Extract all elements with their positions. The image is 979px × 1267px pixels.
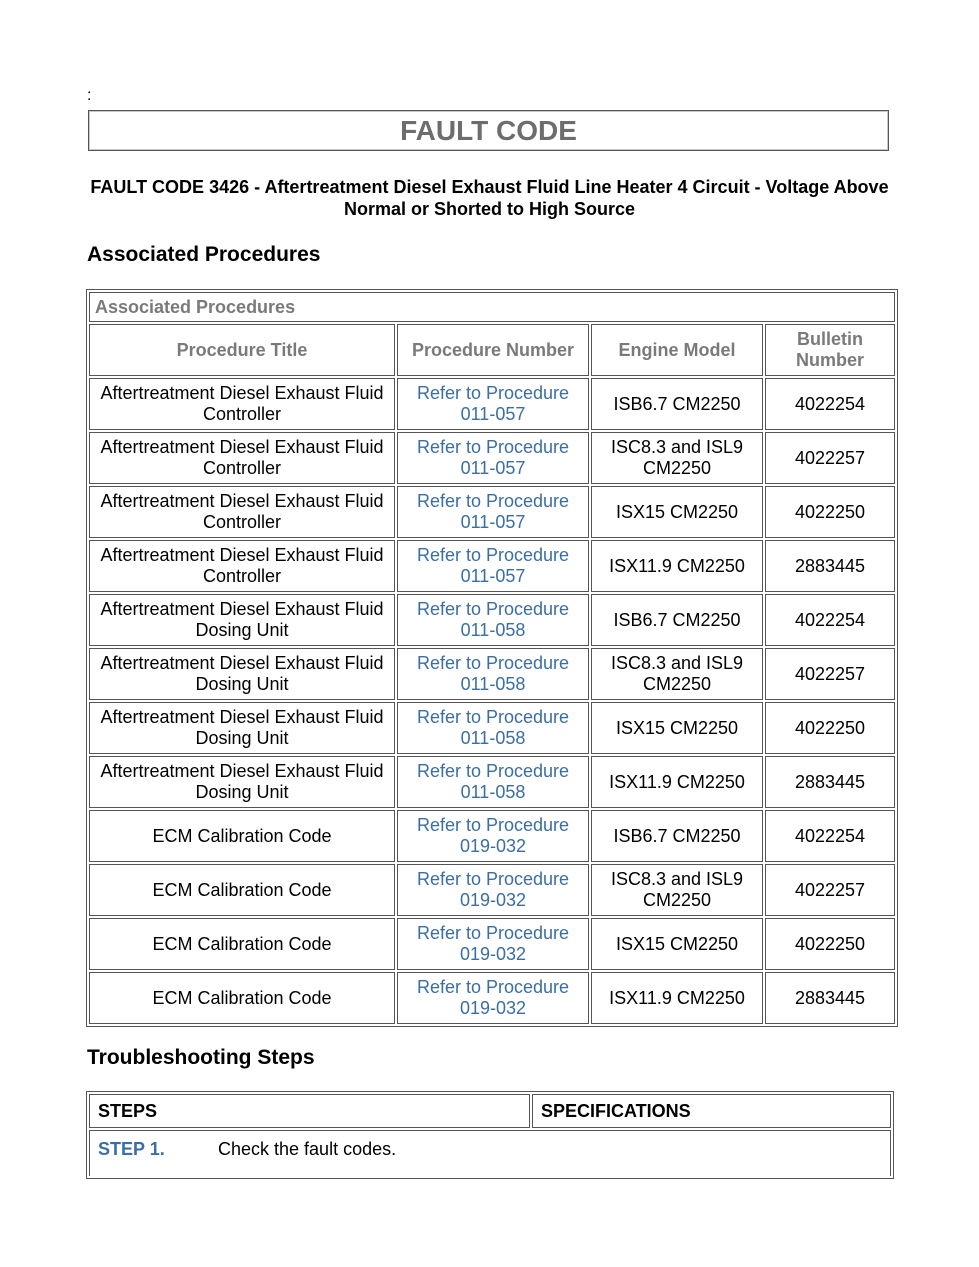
table-row — [89, 594, 895, 646]
engine-model-cell-text: ISC8.3 and ISL9 CM2250 — [610, 869, 744, 910]
procedure-number-link[interactable] — [397, 432, 589, 484]
table-caption: Associated Procedures — [89, 292, 895, 322]
procedure-number-link[interactable] — [397, 540, 589, 592]
step-1-text: Check the fault codes. — [218, 1139, 397, 1159]
procedure-title-cell-text: ECM Calibration Code — [152, 933, 332, 954]
procedure-number-link-text[interactable]: Refer to Procedure 011-057 — [416, 545, 570, 586]
procedure-title-cell — [89, 486, 395, 538]
column-header-procedure-title: Procedure Title — [89, 324, 395, 376]
bulletin-number-cell-text: 4022250 — [794, 933, 866, 954]
procedure-title-cell — [89, 810, 395, 862]
bulletin-number-cell-text: 4022257 — [794, 663, 866, 684]
bulletin-number-cell-text: 4022254 — [794, 825, 866, 846]
bulletin-number-cell-text: 4022250 — [794, 717, 866, 738]
procedure-title-cell-text: ECM Calibration Code — [152, 987, 332, 1008]
bulletin-number-cell — [765, 702, 895, 754]
procedure-title-cell — [89, 756, 395, 808]
bulletin-number-cell — [765, 432, 895, 484]
procedure-title-cell-text: Aftertreatment Diesel Exhaust Fluid Controller — [100, 383, 384, 424]
engine-model-cell — [591, 540, 763, 592]
procedure-number-link-text[interactable]: Refer to Procedure 011-057 — [416, 383, 570, 424]
engine-model-cell-text: ISX15 CM2250 — [615, 717, 739, 738]
procedure-number-link-text[interactable]: Refer to Procedure 019-032 — [416, 815, 570, 856]
fault-code-banner: FAULT CODE — [88, 110, 889, 151]
column-header-engine-model: Engine Model — [591, 324, 763, 376]
bulletin-number-cell-text: 2883445 — [794, 987, 866, 1008]
bulletin-number-cell-text: 4022254 — [794, 609, 866, 630]
procedure-title-cell — [89, 918, 395, 970]
associated-procedures-heading: Associated Procedures — [87, 243, 321, 266]
bulletin-number-cell — [765, 864, 895, 916]
table-row — [89, 918, 895, 970]
bulletin-number-cell-text: 2883445 — [794, 771, 866, 792]
table-header-row — [89, 324, 895, 376]
table-row — [89, 486, 895, 538]
procedure-title-cell — [89, 702, 395, 754]
procedure-number-link-text[interactable]: Refer to Procedure 011-058 — [416, 599, 570, 640]
column-header-steps: STEPS — [89, 1094, 530, 1128]
bulletin-number-cell-text: 4022250 — [794, 501, 866, 522]
procedure-number-link[interactable] — [397, 648, 589, 700]
engine-model-cell — [591, 594, 763, 646]
procedure-number-link-text[interactable]: Refer to Procedure 019-032 — [416, 923, 570, 964]
engine-model-cell — [591, 864, 763, 916]
procedure-number-link-text[interactable]: Refer to Procedure 011-058 — [416, 707, 570, 748]
step-row — [89, 1130, 891, 1176]
procedure-title-cell-text: Aftertreatment Diesel Exhaust Fluid Dosing Unit — [100, 653, 384, 694]
bulletin-number-cell — [765, 594, 895, 646]
procedure-title-cell-text: Aftertreatment Diesel Exhaust Fluid Controller — [100, 437, 384, 478]
associated-procedures-table — [86, 289, 898, 1027]
bulletin-number-cell — [765, 756, 895, 808]
procedure-title-cell-text: Aftertreatment Diesel Exhaust Fluid Controller — [100, 491, 384, 532]
column-header-procedure-number: Procedure Number — [397, 324, 589, 376]
bulletin-number-cell — [765, 648, 895, 700]
engine-model-cell-text: ISX11.9 CM2250 — [609, 555, 745, 576]
bulletin-number-cell — [765, 378, 895, 430]
engine-model-cell — [591, 810, 763, 862]
bulletin-number-cell-text: 4022254 — [794, 393, 866, 414]
engine-model-cell — [591, 756, 763, 808]
table-row — [89, 972, 895, 1024]
engine-model-cell-text: ISB6.7 CM2250 — [613, 609, 741, 630]
engine-model-cell — [591, 918, 763, 970]
procedure-number-link[interactable] — [397, 864, 589, 916]
bulletin-number-cell — [765, 972, 895, 1024]
bulletin-number-cell — [765, 918, 895, 970]
step-cell — [89, 1130, 891, 1176]
engine-model-cell-text: ISX11.9 CM2250 — [609, 987, 745, 1008]
table-row — [89, 864, 895, 916]
troubleshooting-steps-table — [86, 1091, 894, 1179]
step-1-link[interactable]: STEP 1. — [98, 1139, 165, 1159]
table-row — [89, 540, 895, 592]
engine-model-cell — [591, 972, 763, 1024]
procedure-title-cell — [89, 378, 395, 430]
procedure-number-link-text[interactable]: Refer to Procedure 019-032 — [416, 869, 570, 910]
procedure-number-link[interactable] — [397, 702, 589, 754]
table-row — [89, 810, 895, 862]
procedure-title-cell-text: Aftertreatment Diesel Exhaust Fluid Controller — [100, 545, 384, 586]
procedure-number-link[interactable] — [397, 918, 589, 970]
engine-model-cell — [591, 702, 763, 754]
table-row — [89, 702, 895, 754]
procedure-title-cell — [89, 432, 395, 484]
engine-model-cell-text: ISC8.3 and ISL9 CM2250 — [610, 437, 744, 478]
table-row — [89, 648, 895, 700]
procedure-number-link[interactable] — [397, 378, 589, 430]
engine-model-cell-text: ISX11.9 CM2250 — [609, 771, 745, 792]
bulletin-number-cell — [765, 486, 895, 538]
procedure-title-cell — [89, 864, 395, 916]
procedure-title-cell-text: ECM Calibration Code — [152, 825, 332, 846]
engine-model-cell — [591, 486, 763, 538]
procedure-title-cell — [89, 540, 395, 592]
column-header-specifications: SPECIFICATIONS — [532, 1094, 891, 1128]
procedure-number-link-text[interactable]: Refer to Procedure 011-058 — [416, 653, 570, 694]
procedure-title-cell-text: Aftertreatment Diesel Exhaust Fluid Dosing Unit — [100, 599, 384, 640]
fault-code-title: FAULT CODE 3426 - Aftertreatment Diesel Exhaust Fluid Line Heater 4 Circuit - Voltage Above Normal or Shorted to High Source — [90, 177, 889, 219]
engine-model-cell-text: ISX15 CM2250 — [615, 933, 739, 954]
engine-model-cell — [591, 432, 763, 484]
bulletin-number-cell — [765, 540, 895, 592]
procedure-title-cell — [89, 648, 395, 700]
steps-header-row — [89, 1094, 891, 1128]
bulletin-number-cell-text: 4022257 — [794, 879, 866, 900]
table-row — [89, 432, 895, 484]
procedure-title-cell — [89, 972, 395, 1024]
bulletin-number-cell-text: 2883445 — [794, 555, 866, 576]
procedure-title-cell-text: Aftertreatment Diesel Exhaust Fluid Dosing Unit — [100, 761, 384, 802]
procedure-number-link[interactable] — [397, 486, 589, 538]
procedure-title-cell-text: ECM Calibration Code — [152, 879, 332, 900]
table-row — [89, 378, 895, 430]
engine-model-cell-text: ISB6.7 CM2250 — [613, 393, 741, 414]
engine-model-cell — [591, 648, 763, 700]
bulletin-number-cell-text: 4022257 — [794, 447, 866, 468]
engine-model-cell-text: ISB6.7 CM2250 — [613, 825, 741, 846]
procedure-number-link-text[interactable]: Refer to Procedure 011-057 — [416, 491, 570, 532]
procedure-number-link-text[interactable]: Refer to Procedure 011-057 — [416, 437, 570, 478]
procedure-number-link-text[interactable]: Refer to Procedure 011-058 — [416, 761, 570, 802]
procedure-number-link[interactable] — [397, 810, 589, 862]
bulletin-number-cell — [765, 810, 895, 862]
procedure-number-link[interactable] — [397, 972, 589, 1024]
procedure-number-link-text[interactable]: Refer to Procedure 019-032 — [416, 977, 570, 1018]
engine-model-cell-text: ISX15 CM2250 — [615, 501, 739, 522]
procedure-number-link[interactable] — [397, 594, 589, 646]
colon-mark: : — [87, 87, 92, 104]
procedure-number-link[interactable] — [397, 756, 589, 808]
engine-model-cell — [591, 378, 763, 430]
table-row — [89, 756, 895, 808]
procedure-title-cell-text: Aftertreatment Diesel Exhaust Fluid Dosing Unit — [100, 707, 384, 748]
column-header-bulletin-number: Bulletin Number — [765, 324, 895, 376]
engine-model-cell-text: ISC8.3 and ISL9 CM2250 — [610, 653, 744, 694]
troubleshooting-steps-heading: Troubleshooting Steps — [87, 1046, 315, 1069]
procedure-title-cell — [89, 594, 395, 646]
